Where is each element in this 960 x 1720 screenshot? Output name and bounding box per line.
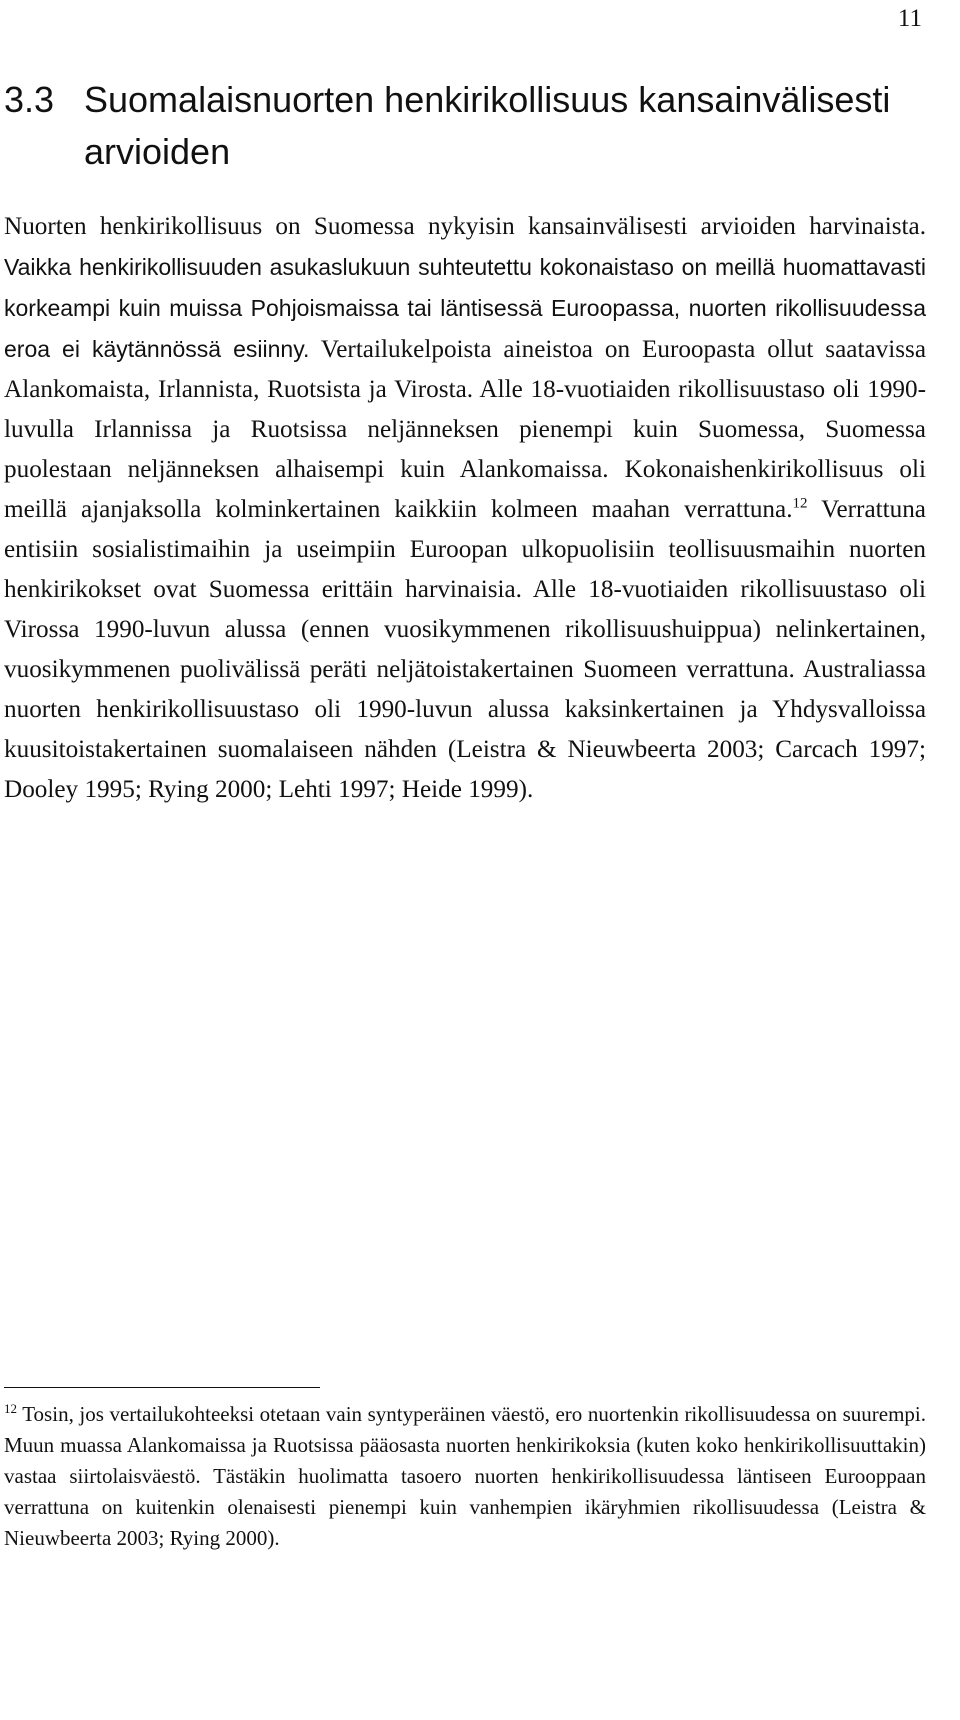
paragraph-part-1: Nuorten henkirikollisuus on Suomessa nykyisin kansainvälisesti arvioiden harvinaista. [4, 213, 926, 240]
body-paragraph [4, 206, 926, 810]
footnote-divider [4, 1387, 320, 1388]
section-heading [4, 74, 904, 178]
section-title: Suomalaisnuorten henkirikollisuus kansainvälisesti arvioiden [84, 79, 891, 172]
footnote-reference: 12 [792, 495, 808, 512]
paragraph-part-4: Verrattuna entisiin sosialistimaihin ja useimpiin Euroopan ulkopuolisiin teollisuusmaihin nuorten henkirikokset ovat Suomessa erittäin harvinaisia. Alle 18-vuotiaiden rikollisuustaso oli Virossa 1990-luvun alussa (ennen vuosikymmenen rikollisuushuippua) nelinkertainen, vuosikymmenen puolivälissä peräti neljätoistakertainen Suomeen verrattuna. Australiassa nuorten henkirikollisuustaso oli 1990-luvun alussa kaksinkertainen ja Yhdysvalloissa kuusitoistakertainen suomalaiseen nähden (Leistra & Nieuwbeerta 2003; Carcach 1997; Dooley 1995; Rying 2000; Lehti 1997; Heide 1999). [4, 496, 926, 803]
section-number: 3.3 [4, 79, 55, 120]
footnote-text: Tosin, jos vertailukohteeksi otetaan vain syntyperäinen väestö, ero nuortenkin rikollisuudessa on suurempi. Muun muassa Alankomaissa ja Ruotsissa pääosasta nuorten henkirikoksia (kuten koko henkirikollisuuttakin) vastaa siirtolaisväestö. Tästäkin huolimatta tasoero nuorten henkirikollisuudessa läntiseen Eurooppaan verrattuna on kuitenkin olenaisesti pienempi kuin vanhempien ikäryhmien rikollisuudessa (Leistra & Nieuwbeerta 2003; Rying 2000). [4, 1402, 926, 1550]
paragraph-part-3: Vertailukelpoista aineistoa on Euroopasta ollut saatavissa Alankomaista, Irlannista, Ruotsista ja Virosta. Alle 18-vuotiaiden rikollisuustaso oli 1990-luvulla Irlannissa ja Ruotsissa neljänneksen pienempi kuin Suomessa, Suomessa puolestaan neljänneksen alhaisempi kuin Alankomaissa. Kokonaishenkirikollisuus oli meillä ajanjaksolla kolminkertainen kaikkiin kolmeen maahan verrattuna. [4, 336, 927, 523]
page-number: 11 [897, 5, 922, 32]
footnote-marker: 12 [4, 1401, 17, 1416]
footnote [4, 1399, 926, 1554]
paragraph-part-2: Vaikka henkirikollisuuden asukaslukuun suhteutettu kokonaistaso on meillä huomattavasti korkeampi kuin muissa Pohjoismaissa tai läntisessä Euroopassa, nuorten rikollisuudessa eroa ei käytännössä esiinny. [4, 254, 926, 362]
